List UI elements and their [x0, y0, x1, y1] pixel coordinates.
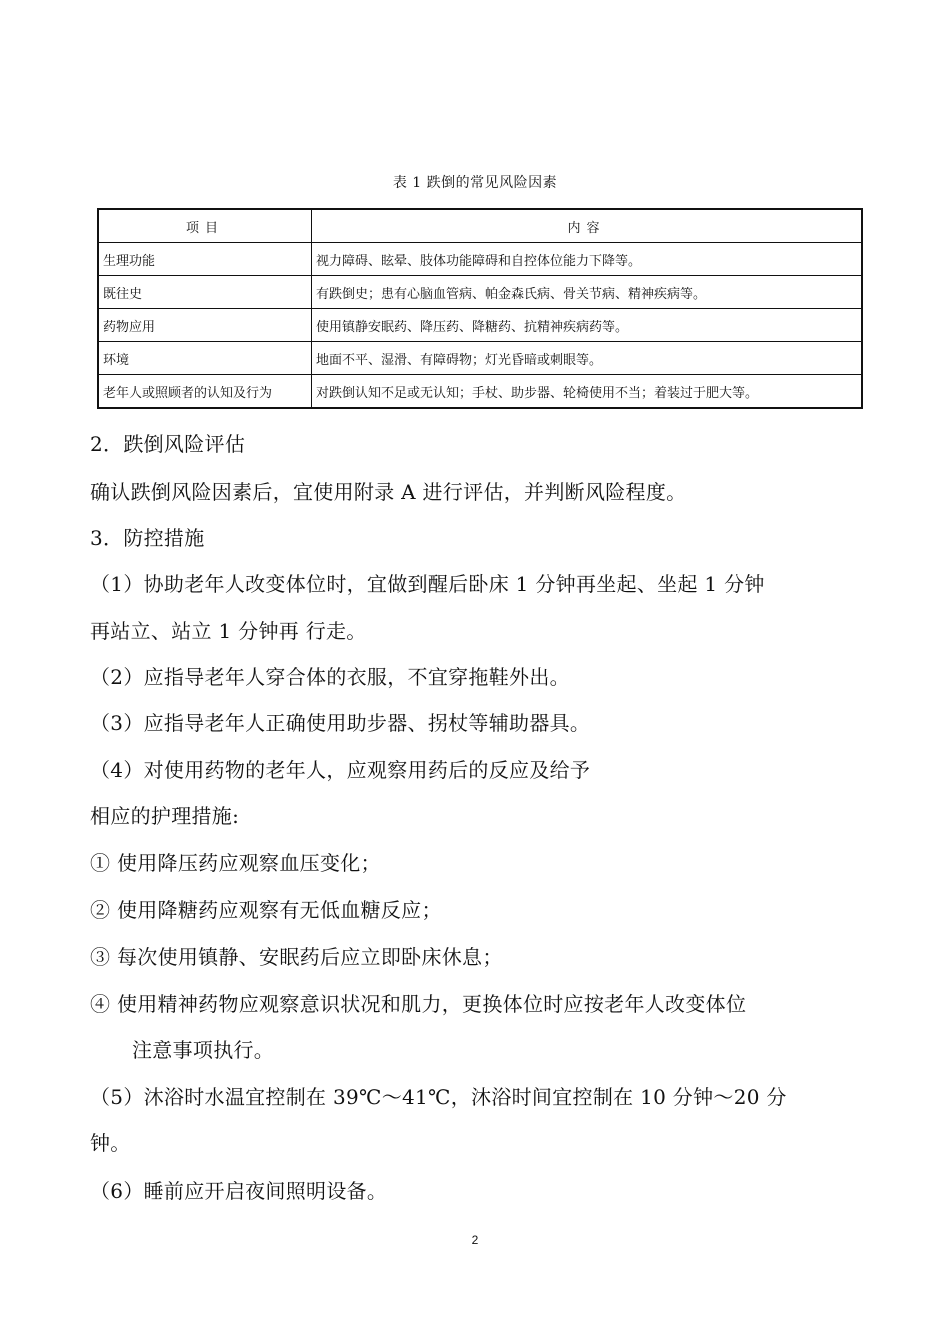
measure-5-line-2: 钟。: [90, 1131, 131, 1155]
table-header-row: [98, 209, 862, 243]
row-item: 环境: [98, 342, 312, 375]
table-row: [98, 243, 862, 276]
table-caption: 表 1 跌倒的常见风险因素: [392, 175, 558, 191]
row-content: 对跌倒认知不足或无认知；手杖、助步器、轮椅使用不当；着装过于肥大等。: [312, 375, 863, 409]
section-heading-risk-assessment: 2．跌倒风险评估: [90, 432, 246, 456]
measure-3: （3）应指导老年人正确使用助步器、拐杖等辅助器具。: [90, 711, 591, 735]
drug-item-4-line-2: 注意事项执行。: [132, 1038, 275, 1062]
measure-1-line-2: 再站立、站立 1 分钟再 行走。: [90, 619, 367, 643]
table-row: [98, 309, 862, 342]
drug-item-4-line-1: ④ 使用精神药物应观察意识状况和肌力，更换体位时应按老年人改变体位: [90, 992, 747, 1016]
table-row: [98, 276, 862, 309]
measure-5-line-1: （5）沐浴时水温宜控制在 39℃～41℃，沐浴时间宜控制在 10 分钟～20 分: [90, 1085, 787, 1109]
row-content: 视力障碍、眩晕、肢体功能障碍和自控体位能力下降等。: [312, 243, 863, 276]
row-item: 老年人或照顾者的认知及行为: [98, 375, 312, 409]
header-item: 项目: [98, 209, 312, 243]
measure-4-line-2: 相应的护理措施:: [90, 804, 240, 828]
measure-1-line-1: （1）协助老年人改变体位时，宜做到醒后卧床 1 分钟再坐起、坐起 1 分钟: [90, 572, 765, 596]
drug-item-1: ① 使用降压药应观察血压变化；: [90, 851, 381, 875]
measure-6: （6）睡前应开启夜间照明设备。: [90, 1179, 388, 1203]
table-row: [98, 342, 862, 375]
row-content: 地面不平、湿滑、有障碍物；灯光昏暗或刺眼等。: [312, 342, 863, 375]
measure-2: （2）应指导老年人穿合体的衣服，不宜穿拖鞋外出。: [90, 665, 570, 689]
measure-4-line-1: （4）对使用药物的老年人，应观察用药后的反应及给予: [90, 758, 591, 782]
row-item: 生理功能: [98, 243, 312, 276]
risk-factor-table: [97, 208, 863, 409]
drug-item-3: ③ 每次使用镇静、安眠药后应立即卧床休息；: [90, 945, 503, 969]
row-content: 使用镇静安眠药、降压药、降糖药、抗精神疾病药等。: [312, 309, 863, 342]
section-heading-prevention: 3．防控措施: [90, 526, 205, 550]
drug-item-2: ② 使用降糖药应观察有无低血糖反应；: [90, 898, 442, 922]
page-number: 2: [471, 1233, 479, 1247]
row-content: 有跌倒史；患有心脑血管病、帕金森氏病、骨关节病、精神疾病等。: [312, 276, 863, 309]
paragraph-risk-assessment: 确认跌倒风险因素后，宜使用附录 A 进行评估，并判断风险程度。: [90, 480, 687, 504]
row-item: 既往史: [98, 276, 312, 309]
header-content: 内容: [312, 209, 863, 243]
table-row: [98, 375, 862, 409]
row-item: 药物应用: [98, 309, 312, 342]
